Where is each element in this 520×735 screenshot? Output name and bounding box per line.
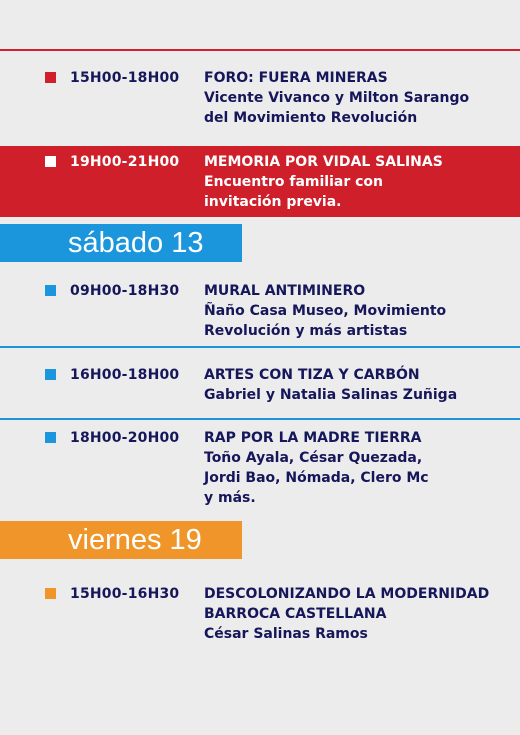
event-description: César Salinas Ramos [204,626,368,642]
red-square-bullet-icon [45,72,56,83]
event-time: 09H00-18H30 [70,283,180,299]
event-title: ARTES CON TIZA Y CARBÓN [204,367,420,383]
day-header-sabado: sábado 13 [0,224,242,262]
white-square-bullet-icon [45,156,56,167]
divider [0,418,520,420]
event-title: MURAL ANTIMINERO [204,283,366,299]
top-divider [0,49,520,51]
event-description: Toño Ayala, César Quezada, Jordi Bao, Nómada, Clero Mc y más. [204,450,429,506]
highlight-band [0,146,520,217]
event-description: Vicente Vivanco y Milton Sarango del Movimiento Revolución [204,90,470,126]
event-time: 15H00-18H00 [70,70,180,86]
day-header-viernes: viernes 19 [0,521,242,559]
blue-square-bullet-icon [45,432,56,443]
divider [0,346,520,348]
event-title: MEMORIA POR VIDAL SALINAS [204,154,443,170]
event-description: Gabriel y Natalia Salinas Zuñiga [204,387,458,403]
event-description: Ñaño Casa Museo, Movimiento Revolución y más artistas [204,303,447,339]
orange-square-bullet-icon [45,588,56,599]
event-time: 19H00-21H00 [70,154,180,170]
event-time: 16H00-18H00 [70,367,180,383]
event-time: 15H00-16H30 [70,586,180,602]
event-time: 18H00-20H00 [70,430,180,446]
event-title: FORO: FUERA MINERAS [204,70,388,86]
event-description: Encuentro familiar con invitación previa. [204,174,383,210]
blue-square-bullet-icon [45,285,56,296]
event-title: RAP POR LA MADRE TIERRA [204,430,422,446]
blue-square-bullet-icon [45,369,56,380]
event-title: DESCOLONIZANDO LA MODERNIDAD BARROCA CASTELLANA [204,586,490,622]
